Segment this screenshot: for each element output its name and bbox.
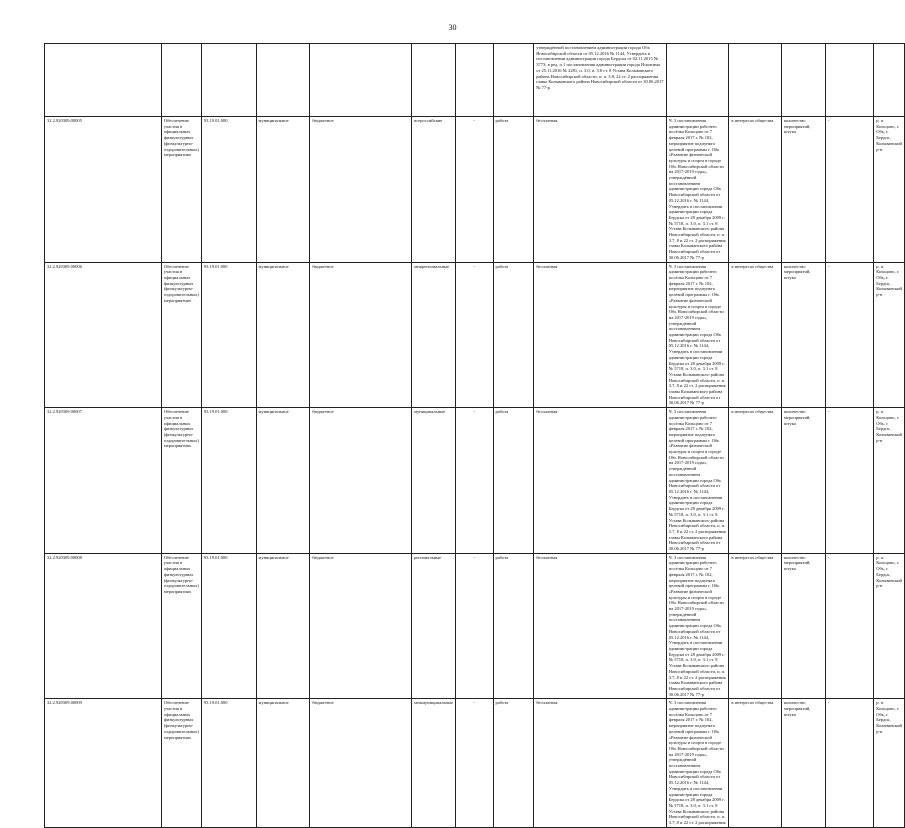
cell-okved: 93.19.01.000 xyxy=(201,553,256,699)
cell-okved: 93.19.01.000 xyxy=(201,408,256,554)
table-row-continuation xyxy=(45,44,905,117)
cell-territory xyxy=(825,44,873,117)
cell-okved: 93.19.01.000 xyxy=(201,262,256,408)
cell-territory: р. п. Кольцово, г. Обь, г. Бердск, Колыванский р-н xyxy=(874,553,905,699)
cell-basis: Ч. 3 постановления администрации рабочего посёлка Кольцово от 7 февраля 2017 г. № 102, мероприятие подпункта целевой программы г. Обь «Развитие физической культуры и спорта в городе Обь Новосибирской области на 2017-2019 годы», утверждённой постановлением администрации города Обь Новосибирской области от 05.12.2016 г. № 1144, Утвердить в постановлении администрации города Бердска от 28 декабря 2009 г. № 5718, п. 3.0, п. 3.1 ст. 8 Устава Колыванского района Новосибирской области, п. п. 3.7, 8 и 22 ст. 2 распоряжения главы Колыванского района Новосибирской области от 30.06.2017 № 77-р xyxy=(666,553,729,699)
cell-name: Обеспечение участия в официальных физкультурных (физкультурно-оздоровительных) мероприятиях xyxy=(161,117,201,263)
cell-dash: - xyxy=(455,117,493,263)
page-number: 30 xyxy=(448,23,457,32)
cell-territory: р. п. Кольцово, г. Обь, г. Бердск, Колыванский р-н xyxy=(874,699,905,827)
cell-type: работа xyxy=(493,262,534,408)
cell-basis: Ч. 3 постановления администрации рабочего посёлка Кольцово от 7 февраля 2017 г. № 102, мероприятие подпункта целевой программы г. Обь «Развитие физической культуры и спорта в городе Обь Новосибирской области на 2017-2019 годы», утверждённой постановлением администрации города Обь Новосибирской области от 05.12.2016 г. № 1144, Утвердить в постановлении администрации города Бердска от 28 декабря 2009 г. № 5718, п. 3.0, п. 3.1 ст. 8 Устава Колыванского района Новосибирской области, п. п. 3.7, 8 и 22 ст. 2 распоряжения главы Колыванского района Новосибирской области от 30.06.2017 № 77-р xyxy=(666,408,729,554)
cell-type: работа xyxy=(493,553,534,699)
cell-code: 32.2.920309.00007 xyxy=(45,408,162,554)
cell-indicator: количество мероприятий, штука xyxy=(782,117,826,263)
cell-scope: всероссийские xyxy=(412,117,456,263)
table-row xyxy=(45,117,905,263)
cell-scope xyxy=(310,44,412,117)
cell-dash: - xyxy=(455,262,493,408)
cell-scope: межмуниципальные xyxy=(412,699,456,827)
cell-indicator: количество мероприятий, штука xyxy=(782,408,826,554)
cell-payment: бесплатная xyxy=(534,262,667,408)
cell-payment: бесплатная xyxy=(534,117,667,263)
cell-consumer: в интересах общества xyxy=(729,699,782,827)
cell-indicator xyxy=(729,44,782,117)
table-row xyxy=(45,262,905,408)
cell-basis: Ч. 3 постановления администрации рабочего посёлка Кольцово от 7 февраля 2017 г. № 102, мероприятие подпункта целевой программы г. Обь «Развитие физической культуры и спорта в городе Обь Новосибирской области на 2017-2019 годы», утверждённой постановлением администрации города Обь Новосибирской области от 05.12.2016 г. № 1144, Утвердить в постановлении администрации города Бердска от 28 декабря 2009 г. № 5718, п. 3.0, п. 3.1 ст. 8 Устава Колыванского района Новосибирской области, п. п. 3.7, 8 и 22 ст. 2 распоряжения главы Колыванского района Новосибирской области от 30.06.2017 № 77-р xyxy=(666,117,729,263)
cell-type: работа xyxy=(493,117,534,263)
cell-consumer: в интересах общества xyxy=(729,408,782,554)
cell-consumer: в интересах общества xyxy=(729,553,782,699)
cell-type: работа xyxy=(493,408,534,554)
cell-name: Обеспечение участия в официальных физкультурных (физкультурно-оздоровительных) мероприятиях xyxy=(161,262,201,408)
cell-indicator: количество мероприятий, штука xyxy=(782,553,826,699)
cell-okved: 93.19.01.000 xyxy=(201,699,256,827)
cell-consumer: в интересах общества xyxy=(729,262,782,408)
cell-consumer xyxy=(666,44,729,117)
table-row xyxy=(45,408,905,554)
cell-code xyxy=(45,44,162,117)
table-row xyxy=(45,699,905,827)
cell-indicator-dash: - xyxy=(825,699,873,827)
cell-dash: - xyxy=(455,699,493,827)
cell-indicator-dash: - xyxy=(825,553,873,699)
cell-name: Обеспечение участия в официальных физкультурных (физкультурно-оздоровительных) мероприятиях xyxy=(161,553,201,699)
cell-funding: бюджетное xyxy=(310,699,412,827)
cell-name: Обеспечение участия в официальных физкультурных (физкультурно-оздоровительных) мероприятиях xyxy=(161,408,201,554)
cell-okved: 93.19.01.000 xyxy=(201,117,256,263)
cell-level: муниципальное xyxy=(256,117,310,263)
cell-code: 32.2.920309.00009 xyxy=(45,699,162,827)
cell-basis: Ч. 3 постановления администрации рабочего посёлка Кольцово от 7 февраля 2017 г. № 102, мероприятие подпункта целевой программы г. Обь «Развитие физической культуры и спорта в городе Обь Новосибирской области на 2017-2019 годы», утверждённой постановлением администрации города Обь Новосибирской области от 05.12.2016 г. № 1144, Утвердить в постановлении администрации города Бердска от 28 декабря 2009 г. № 5718, п. 3.0, п. 3.1 ст. 8 Устава Колыванского района Новосибирской области, п. п. 3.7, 8 и 22 ст. 2 распоряжения главы Колыванского района Новосибирской области от 30.06.2017 № 77-р xyxy=(666,262,729,408)
cell-indicator-dash: - xyxy=(825,262,873,408)
cell-code: 32.2.920309.00005 xyxy=(45,117,162,263)
cell-funding: бюджетное xyxy=(310,408,412,554)
cell-type: работа xyxy=(493,699,534,827)
cell-indicator-dash: - xyxy=(825,117,873,263)
cell-territory: р. п. Кольцово, г. Обь, г. Бердск, Колыванский р-н xyxy=(874,117,905,263)
cell-territory: р. п. Кольцово, г. Обь, г. Бердск, Колыванский р-н xyxy=(874,262,905,408)
cell-funding: бюджетное xyxy=(310,553,412,699)
cell-scope: муниципальные xyxy=(412,408,456,554)
cell-indicator: количество мероприятий, штука xyxy=(782,262,826,408)
cell-okved xyxy=(161,44,201,117)
cell-dash xyxy=(412,44,456,117)
cell-dash: - xyxy=(455,408,493,554)
cell-blank xyxy=(874,44,905,117)
cell-level xyxy=(201,44,256,117)
cell-basis: Ч. 3 постановления администрации рабочего посёлка Кольцово от 7 февраля 2017 г. № 102, мероприятие подпункта целевой программы г. Обь «Развитие физической культуры и спорта в городе Обь Новосибирской области на 2017-2019 годы», утверждённой постановлением администрации города Обь Новосибирской области от 05.12.2016 г. № 1144, Утвердить в постановлении администрации города Бердска от 28 декабря 2009 г. № 5718, п. 3.0, п. 3.1 ст. 8 Устава Колыванского района Новосибирской области, п. п. 3.7, 8 и 22 ст. 2 распоряжения xyxy=(666,699,729,827)
cell-indicator-dash xyxy=(782,44,826,117)
cell-payment: бесплатная xyxy=(534,699,667,827)
cell-consumer: в интересах общества xyxy=(729,117,782,263)
services-register-table xyxy=(44,43,905,828)
cell-dash: - xyxy=(455,553,493,699)
cell-payment: бесплатная xyxy=(534,408,667,554)
cell-funding xyxy=(256,44,310,117)
cell-indicator-dash: - xyxy=(825,408,873,554)
cell-payment: бесплатная xyxy=(534,553,667,699)
cell-level: муниципальное xyxy=(256,699,310,827)
cell-funding: бюджетное xyxy=(310,117,412,263)
cell-level: муниципальное xyxy=(256,262,310,408)
cell-scope: межрегиональные xyxy=(412,262,456,408)
cell-payment xyxy=(493,44,534,117)
cell-level: муниципальное xyxy=(256,408,310,554)
table-row xyxy=(45,553,905,699)
cell-scope: региональные xyxy=(412,553,456,699)
cell-funding: бюджетное xyxy=(310,262,412,408)
cell-code: 32.2.920309.00008 xyxy=(45,553,162,699)
cell-name: Обеспечение участия в официальных физкультурных (физкультурно-оздоровительных) мероприятиях xyxy=(161,699,201,827)
cell-territory: р. п. Кольцово, г. Обь, г. Бердск, Колыванский р-н xyxy=(874,408,905,554)
cell-level: муниципальное xyxy=(256,553,310,699)
cell-basis: утверждённой постановлением администрации города Обь Новосибирской области от 05.12.2016 № 1144, Утвердить в постановлении администрации города Бердска от 02.11.2015 № 3773; в ред. п.1 постановления администрации города Искитима от 25.11.2016 № 2281, п. 3.0, п. 3.8 ст. 8 Устава Колыванского района Новосибирской области, п. п. 3.8, 22 ст. 2 распоряжения главы Колыванского района Новосибирской области от 30.06.2017 № 77-р xyxy=(534,44,667,117)
cell-type xyxy=(455,44,493,117)
cell-indicator: количество мероприятий, штука xyxy=(782,699,826,827)
cell-code: 32.2.920309.00006 xyxy=(45,262,162,408)
